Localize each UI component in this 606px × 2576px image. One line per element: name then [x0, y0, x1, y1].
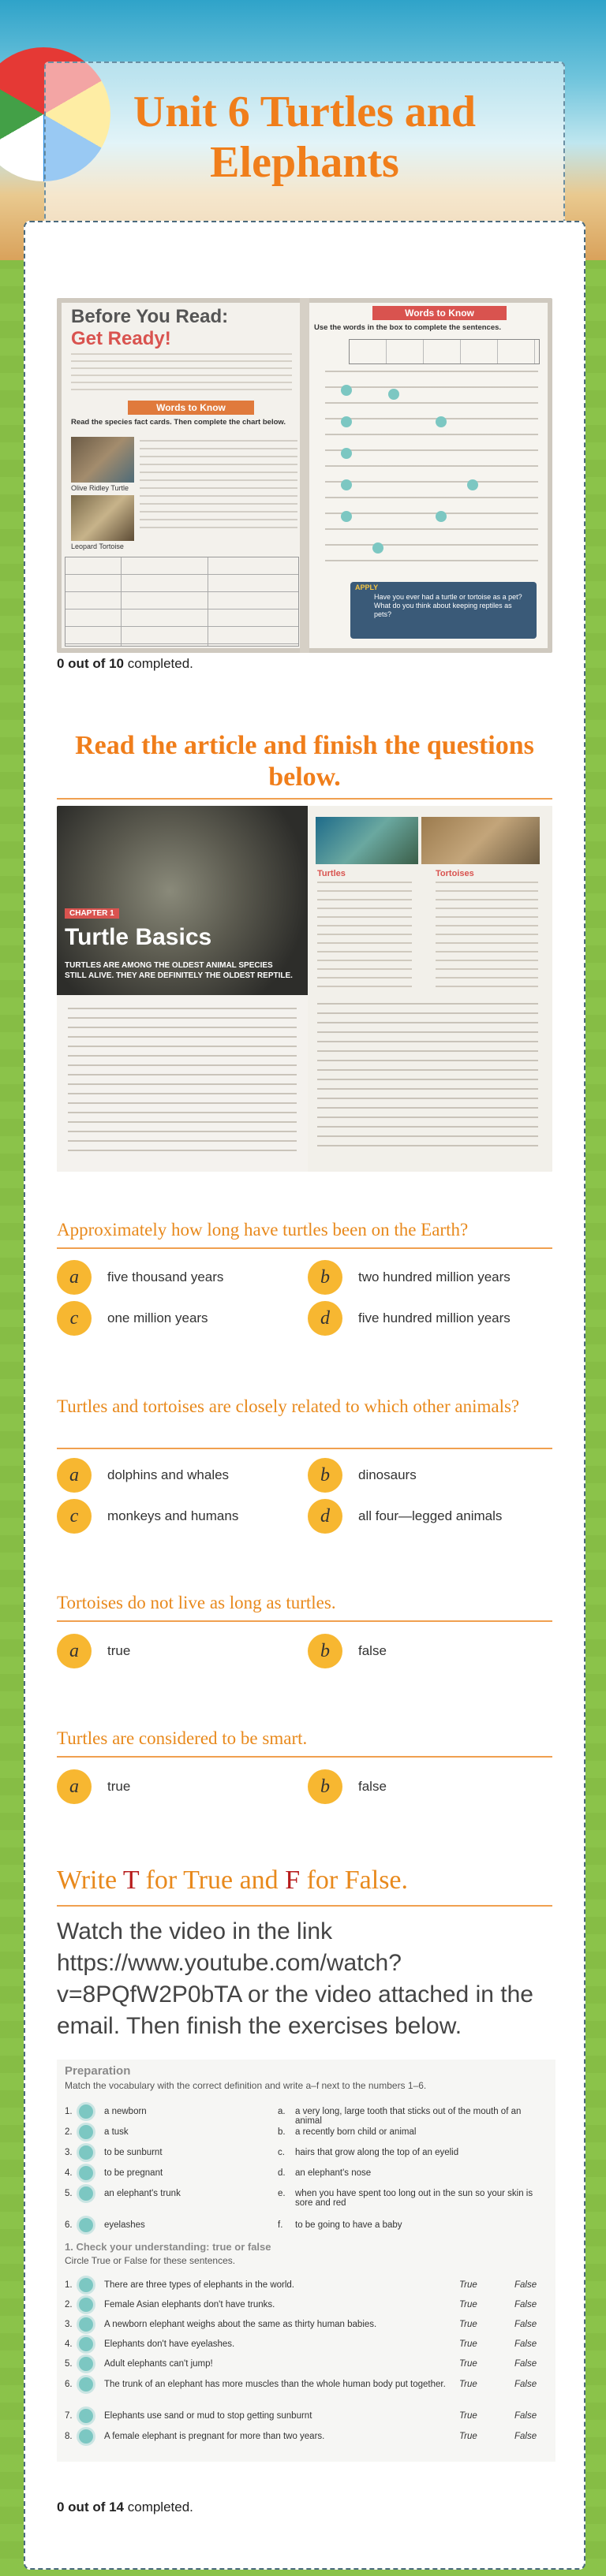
option-label: false — [358, 1779, 387, 1794]
question-3-text: Tortoises do not live as long as turtles. — [57, 1593, 336, 1612]
q1-option-d[interactable] — [308, 1301, 511, 1336]
question-3-rule — [57, 1620, 552, 1622]
option-letter-badge: b — [308, 1458, 342, 1493]
chapter-label: CHAPTER 1 — [65, 908, 119, 919]
turtle-photo — [316, 817, 418, 864]
option-label: true — [107, 1779, 131, 1794]
elephant-worksheet: Preparation Match the vocabulary with the correct definition and write a–f next to the numbers 1–6. 1. a newborn a. a very long, large tooth that sticks out of the mouth of an animal 2. a tusk b. a recently born child or animal 3. to be sunburnt c. hairs that grow along the top of an eyelid 4. to be pregnant d. an elephant's nose 5. an elephant's trunk e. when you have spent too long out in the sun so your skin is sore and red 6. eyelashes f. to be going to have a baby 1. Check your understanding: true or false Circle True or False for these sentences. 1. There are three types of elephants in the world. True False 2. Female Asian elephants don't have trunks. True False 3. A newborn elephant weighs about the same as thirty human babies. True False 4. Elephants don't have eyelashes. True False 5. Adult elephants can't jump! True False 6. The trunk of an elephant has more muscles than the whole human body put together. True False 7. Elephants use sand or mud to stop getting sunburnt True False 8. A female elephant is pregnant for more than two years. True False — [57, 2060, 556, 2462]
textbook-photo-1 — [57, 298, 552, 653]
answer-input[interactable] — [79, 2298, 93, 2312]
leopard-tortoise-caption: Leopard Tortoise — [71, 542, 124, 550]
q4-option-b[interactable] — [308, 1769, 387, 1804]
answer-input[interactable] — [79, 2125, 93, 2139]
tortoises-column-heading: Tortoises — [436, 869, 474, 878]
option-letter-badge: b — [308, 1260, 342, 1295]
option-letter-badge: a — [57, 1634, 92, 1668]
question-1-rule — [57, 1247, 552, 1249]
answer-input[interactable] — [79, 2278, 93, 2292]
option-label: two hundred million years — [358, 1269, 511, 1284]
q1-option-a[interactable] — [57, 1260, 223, 1295]
q1-option-c[interactable] — [57, 1301, 208, 1336]
title-card — [44, 62, 565, 238]
option-letter-badge: b — [308, 1634, 342, 1668]
apply-label: APPLY — [355, 583, 379, 591]
question-1-text: Approximately how long have turtles been on the Earth? — [57, 1220, 469, 1240]
option-label: dinosaurs — [358, 1467, 417, 1482]
species-chart — [65, 557, 299, 647]
preparation-heading: Preparation — [65, 2064, 131, 2078]
answer-input[interactable] — [79, 2377, 93, 2391]
olive-turtle-caption: Olive Ridley Turtle — [71, 484, 129, 492]
q1-option-b[interactable] — [308, 1260, 511, 1295]
article-title: Turtle Basics — [65, 924, 212, 950]
instructions-left: Read the species fact cards. Then complete the chart below. — [71, 418, 286, 427]
preparation-instructions: Match the vocabulary with the correct definition and write a–f next to the numbers 1–6. — [65, 2080, 427, 2091]
q2-option-d[interactable] — [308, 1499, 502, 1534]
q3-option-b[interactable] — [308, 1634, 387, 1668]
word-box — [349, 339, 540, 364]
option-label: five thousand years — [107, 1269, 224, 1284]
q2-option-b[interactable] — [308, 1458, 417, 1493]
option-letter-badge: c — [57, 1301, 92, 1336]
question-2-rule — [57, 1448, 552, 1449]
option-label: monkeys and humans — [107, 1508, 239, 1523]
video-instructions: Watch the video in the link https://www.youtube.com/watch?v=8PQfW2P0bTA or the video attached in the email. Then finish the exercises below. — [57, 1918, 533, 2039]
answer-input[interactable] — [79, 2429, 93, 2444]
option-letter-badge: c — [57, 1499, 92, 1534]
words-to-know-banner-left: Words to Know — [128, 401, 254, 415]
heading-rule — [57, 798, 552, 800]
instructions-right: Use the words in the box to complete the sentences. — [314, 323, 502, 332]
answer-input[interactable] — [79, 2218, 93, 2232]
option-label: one million years — [107, 1310, 208, 1325]
q4-option-a[interactable] — [57, 1769, 130, 1804]
answer-input[interactable] — [79, 2166, 93, 2180]
check-understanding-heading: 1. Check your understanding: true or false — [65, 2241, 271, 2253]
textbook-photo-2 — [57, 806, 552, 1172]
apply-text: Have you ever had a turtle or tortoise as a pet? What do you think about keeping reptiles as pets? — [374, 593, 522, 618]
question-2-text: Turtles and tortoises are closely related to which other animals? — [57, 1396, 520, 1416]
check-instructions: Circle True or False for these sentences. — [65, 2255, 236, 2266]
answer-input[interactable] — [79, 2186, 93, 2201]
option-letter-badge: a — [57, 1769, 92, 1804]
answer-dots — [341, 385, 530, 566]
tortoise-photo — [421, 817, 540, 864]
option-letter-badge: a — [57, 1260, 92, 1295]
true-false-heading: Write T for True and F for False. — [57, 1866, 409, 1895]
answer-input[interactable] — [79, 2409, 93, 2423]
option-label: all four—legged animals — [358, 1508, 503, 1523]
q2-option-c[interactable] — [57, 1499, 238, 1534]
option-label: false — [358, 1643, 387, 1658]
before-you-read-heading: Before You Read: — [71, 306, 229, 327]
option-letter-badge: a — [57, 1458, 92, 1493]
content-card — [24, 221, 585, 2570]
q2-option-a[interactable] — [57, 1458, 229, 1493]
option-label: five hundred million years — [358, 1310, 511, 1325]
article-subtitle: TURTLES ARE AMONG THE OLDEST ANIMAL SPECIES STILL ALIVE. THEY ARE DEFINITELY THE OLDEST REPTILE. — [65, 961, 293, 980]
get-ready-heading: Get Ready! — [71, 328, 171, 349]
leopard-tortoise-photo — [71, 495, 134, 541]
q3-option-a[interactable] — [57, 1634, 130, 1668]
apply-box — [350, 582, 537, 639]
option-letter-badge: d — [308, 1499, 342, 1534]
question-4-rule — [57, 1756, 552, 1758]
option-label: dolphins and whales — [107, 1467, 230, 1482]
page-title: Unit 6 Turtles and Elephants — [133, 88, 477, 187]
option-letter-badge: b — [308, 1769, 342, 1804]
turtles-column-heading: Turtles — [317, 869, 346, 878]
answer-input[interactable] — [79, 2145, 93, 2160]
tf-heading-rule — [57, 1905, 552, 1907]
answer-input[interactable] — [79, 2337, 93, 2351]
answer-input[interactable] — [79, 2317, 93, 2332]
answer-input[interactable] — [79, 2104, 93, 2119]
option-label: true — [107, 1643, 131, 1658]
progress-2: 0 out of 14 completed. — [57, 2500, 193, 2514]
olive-turtle-photo — [71, 437, 134, 483]
progress-1: 0 out of 10 completed. — [57, 656, 193, 671]
section-heading-read-article: Read the article and finish the questions below. — [75, 731, 534, 792]
option-letter-badge: d — [308, 1301, 342, 1336]
question-4-text: Turtles are considered to be smart. — [57, 1728, 308, 1748]
answer-input[interactable] — [79, 2357, 93, 2371]
words-to-know-banner-right: Words to Know — [372, 306, 507, 320]
